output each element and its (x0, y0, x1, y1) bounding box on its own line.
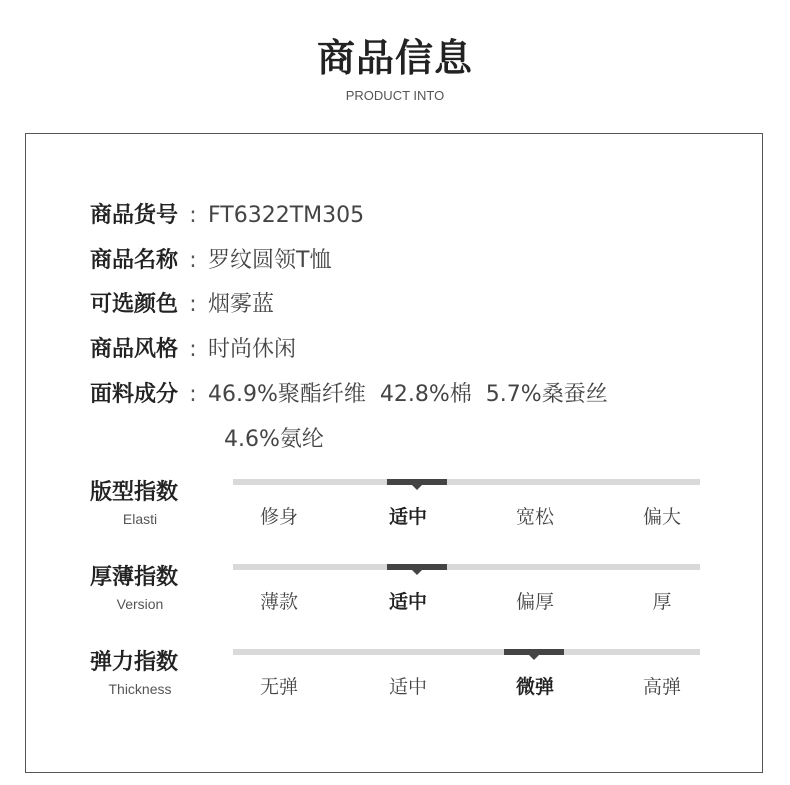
index-option: 宽松 (515, 506, 554, 528)
info-row-fabric (90, 379, 622, 411)
fabric-part: 42.8%棉 (379, 382, 472, 407)
fabric-part: 5.7%桑蚕丝 (485, 382, 608, 407)
index-option: 微弹 (515, 676, 554, 698)
info-row-name (90, 245, 331, 277)
info-label: 商品名称 (90, 248, 179, 273)
info-label: 可选颜色 (90, 292, 179, 317)
index-marker (387, 564, 447, 570)
index-option: 偏大 (642, 506, 681, 528)
index-title: 弹力指数 (90, 650, 179, 675)
index-option: 无弹 (259, 676, 298, 698)
info-colon: : (189, 292, 197, 317)
index-option: 适中 (388, 591, 427, 613)
info-colon: : (189, 337, 197, 362)
info-row-sku (90, 200, 364, 232)
info-row-style (90, 334, 296, 366)
page-title: 商品信息 (316, 36, 473, 80)
info-colon: : (189, 248, 197, 273)
index-option: 高弹 (642, 676, 681, 698)
info-value: 烟雾蓝 (208, 292, 275, 317)
fabric-part: 46.9%聚酯纤维 (208, 382, 366, 407)
index-subtitle: Version (116, 596, 164, 612)
info-value: 时尚休闲 (208, 337, 297, 362)
info-label: 面料成分 (90, 382, 179, 407)
marker-pointer-icon (412, 570, 422, 575)
index-option: 厚 (652, 591, 672, 613)
marker-pointer-icon (529, 655, 539, 660)
index-title: 厚薄指数 (90, 565, 179, 590)
marker-pointer-icon (412, 485, 422, 490)
index-track (233, 649, 700, 655)
index-marker (504, 649, 564, 655)
fabric-continuation: 4.6%氨纶 (224, 427, 324, 452)
index-track (233, 479, 700, 485)
info-colon: : (189, 203, 197, 228)
info-value: FT6322TM305 (208, 203, 365, 228)
info-label: 商品风格 (90, 337, 179, 362)
info-value (208, 379, 622, 411)
index-option: 适中 (388, 676, 427, 698)
index-marker (387, 479, 447, 485)
index-option: 修身 (259, 506, 298, 528)
info-label: 商品货号 (90, 203, 179, 228)
info-value: 罗纹圆领T恤 (208, 248, 332, 273)
index-option: 适中 (388, 506, 427, 528)
index-option: 偏厚 (515, 591, 554, 613)
index-option: 薄款 (259, 591, 298, 613)
index-track (233, 564, 700, 570)
info-row-color (90, 289, 274, 321)
info-colon: : (189, 382, 197, 407)
page-subtitle: PRODUCT INTO (345, 88, 445, 103)
index-subtitle: Thickness (108, 681, 172, 697)
index-title: 版型指数 (90, 480, 179, 505)
index-subtitle: Elasti (122, 511, 158, 527)
